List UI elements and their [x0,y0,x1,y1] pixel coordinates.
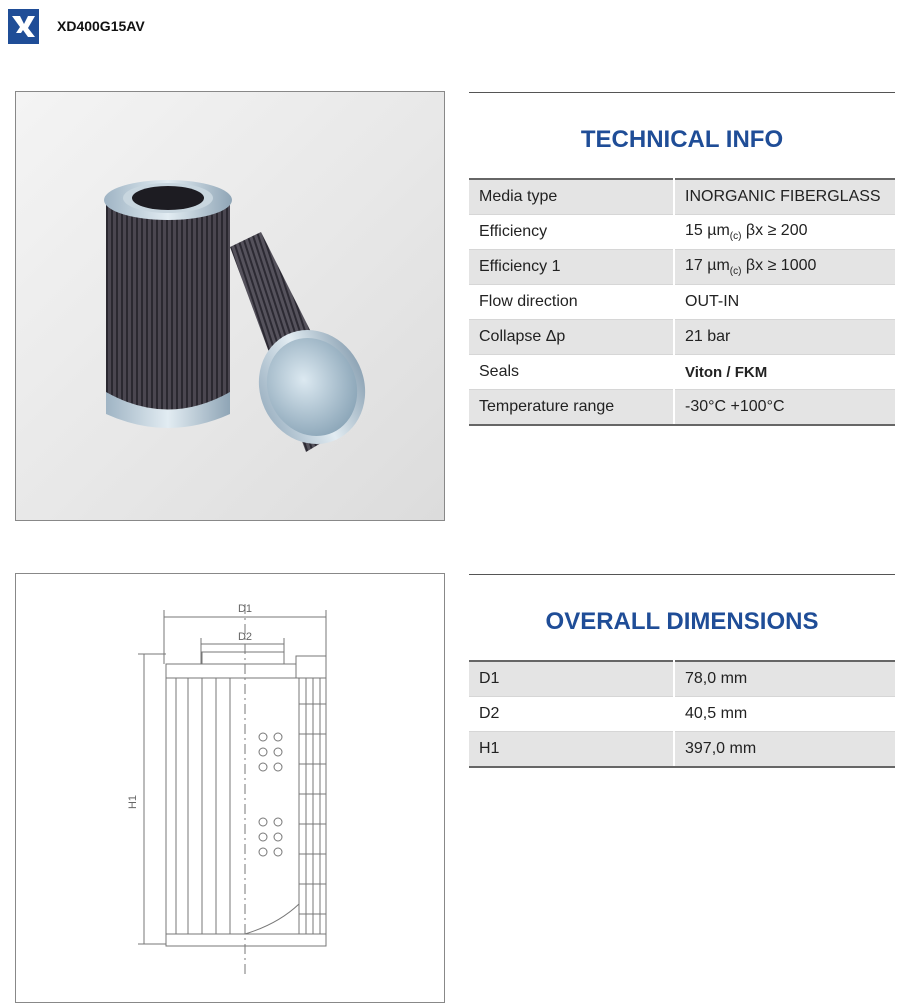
spec-label: Flow direction [469,285,674,320]
technical-info-table [469,178,895,426]
d2-label: D2 [237,631,253,643]
dim-value: 40,5 mm [674,697,895,732]
dim-label: H1 [469,732,674,768]
table-row [469,355,895,390]
overall-dimensions-title: OVERALL DIMENSIONS [545,608,819,635]
dimensions-table [469,660,895,768]
spec-label: Collapse Δp [469,320,674,355]
value-main: 15 µm [685,221,730,239]
value-sub: (c) [729,231,742,243]
table-row [469,390,895,426]
dim-value: 78,0 mm [674,661,895,697]
technical-info-title: TECHNICAL INFO [580,126,784,153]
section-divider [469,574,895,575]
spec-label: Seals [469,355,674,390]
dim-value: 397,0 mm [674,732,895,768]
product-photo [15,91,445,521]
spec-value: INORGANIC FIBERGLASS [674,179,895,215]
brand-logo [8,9,39,44]
section-divider [469,92,895,93]
spec-label: Efficiency 1 [469,250,674,285]
spec-value [674,250,895,285]
d1-label: D1 [237,603,253,615]
value-sub: (c) [729,266,742,278]
table-row [469,250,895,285]
spec-label: Efficiency [469,215,674,250]
spec-value: -30°C +100°C [674,390,895,426]
dim-label: D1 [469,661,674,697]
table-row [469,732,895,768]
table-row [469,215,895,250]
table-row [469,697,895,732]
spec-value: Viton / FKM [674,355,895,390]
value-rest: βx ≥ 200 [741,221,808,239]
table-row [469,179,895,215]
spec-label: Temperature range [469,390,674,426]
table-row [469,285,895,320]
spec-value: 21 bar [674,320,895,355]
h1-label: H1 [127,794,139,810]
spec-label: Media type [469,179,674,215]
dimension-drawing [15,573,445,1003]
part-code: XD400G15AV [57,18,145,34]
dim-label: D2 [469,697,674,732]
value-rest: βx ≥ 1000 [741,256,817,274]
spec-value [674,215,895,250]
table-row [469,320,895,355]
spec-value: OUT-IN [674,285,895,320]
table-row [469,661,895,697]
value-main: 17 µm [685,256,730,274]
